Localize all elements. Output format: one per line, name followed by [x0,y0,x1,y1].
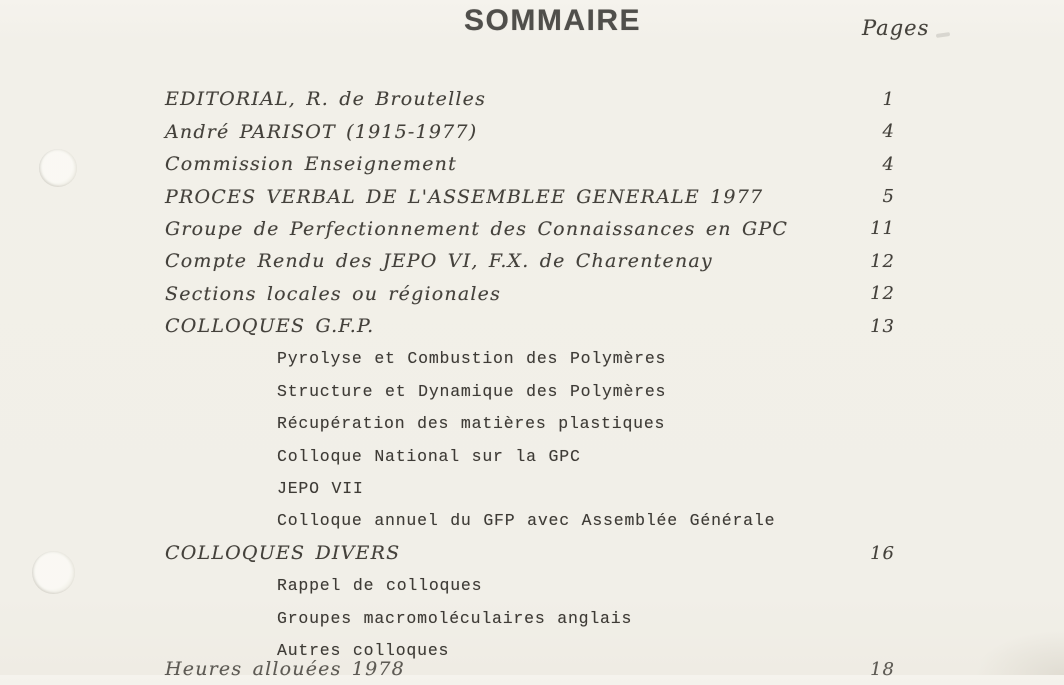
toc-entry-label: Pyrolyse et Combustion des Polymères [277,349,667,369]
toc-entry-label: André PARISOT (1915-1977) [165,120,478,143]
toc-entry [165,602,895,634]
punch-hole-top [39,149,77,187]
toc-rows [165,83,895,667]
toc-entry [165,115,895,147]
scan-speck [936,32,950,38]
toc-entry-label: Groupe de Perfectionnement des Connaissances en GPC [165,217,789,240]
toc-entry-label: Commission Enseignement [165,153,457,176]
toc-entry-label: Colloque annuel du GFP avec Assemblée Générale [277,511,776,531]
toc-entry [165,343,895,375]
toc-entry-page: 12 [870,250,895,272]
toc-entry-label: EDITORIAL, R. de Broutelles [165,88,487,111]
punch-hole-bottom [32,551,75,594]
toc-entry [165,440,895,472]
toc-entry-label: Colloque National sur la GPC [277,446,581,466]
toc-entry-page: 5 [882,186,895,208]
toc-entry [165,537,895,569]
toc-entry [165,407,895,439]
toc-entry [165,213,895,245]
toc-entry [165,83,895,115]
toc-entry-page: 13 [870,315,895,337]
cutoff-line-label: Heures allouées 1978 [165,658,405,680]
toc-entry-label: JEPO VII [277,478,364,498]
page-title: SOMMAIRE [464,4,641,37]
scan-corner-shadow [974,630,1064,675]
toc-entry [165,310,895,342]
toc-entry-label: PROCES VERBAL DE L'ASSEMBLEE GENERALE 1977 [165,185,764,208]
toc-entry [165,570,895,602]
toc-entry [165,375,895,407]
toc-entry [165,472,895,504]
toc-entry-page: 12 [870,283,895,305]
toc-entry [165,245,895,277]
toc-entry-label: COLLOQUES G.F.P. [165,315,375,338]
toc-entry [165,505,895,537]
toc-entry-label: Rappel de colloques [277,576,483,596]
toc-entry-label: Compte Rendu des JEPO VI, F.X. de Charentenay [165,250,713,273]
toc-entry-label: Autres colloques [277,641,450,661]
toc-entry-label: Sections locales ou régionales [165,282,502,305]
cutoff-line-page: 18 [870,658,895,680]
toc-entry-label: Récupération des matières plastiques [277,414,666,434]
toc-entry-label: Structure et Dynamique des Polymères [277,381,667,401]
toc-entry-page: 4 [882,121,895,143]
toc-entry-page: 4 [882,153,895,175]
toc-entry [165,148,895,180]
toc-entry [165,180,895,212]
pages-column-header: Pages [862,16,930,40]
toc-entry-page: 1 [882,88,895,110]
toc-entry [165,278,895,310]
toc-entry-page: 11 [870,218,895,240]
toc-entry-label: COLLOQUES DIVERS [165,542,401,565]
cutoff-line [165,653,895,685]
toc-entry-page: 16 [870,542,895,564]
toc-entry-label: Groupes macromoléculaires anglais [277,608,633,628]
